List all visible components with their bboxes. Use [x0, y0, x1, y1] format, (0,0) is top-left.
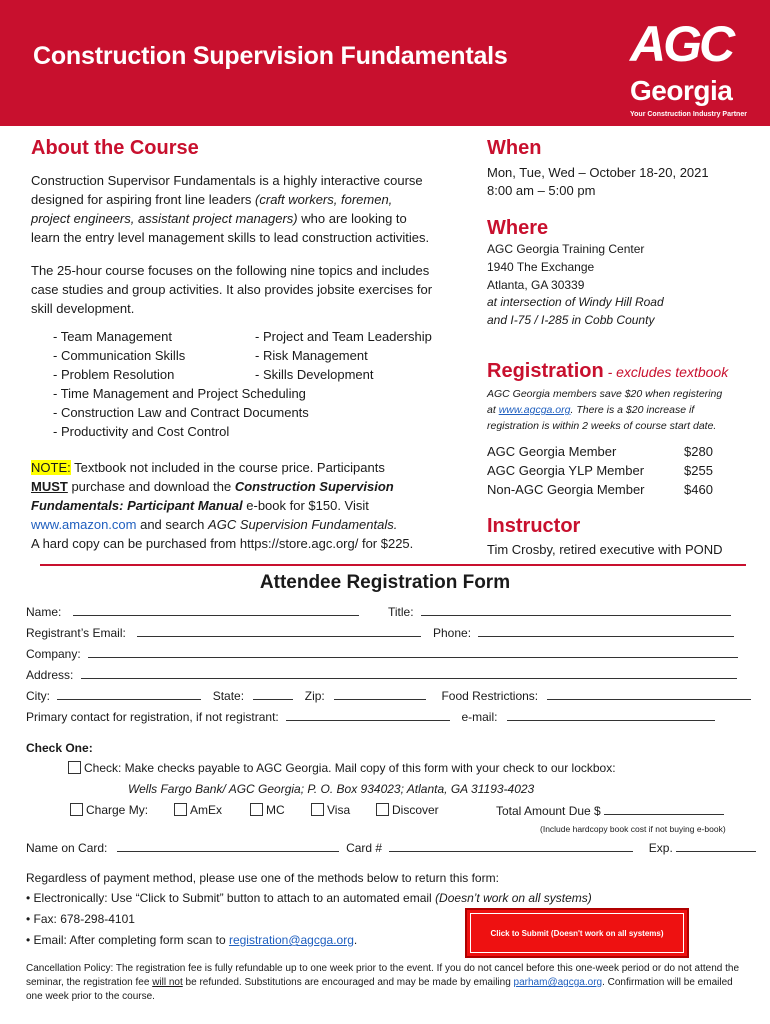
note-text: purchase and download the: [67, 479, 235, 494]
where-line: 1940 The Exchange: [487, 260, 595, 274]
note-must: MUST: [31, 479, 68, 494]
section-divider: [40, 564, 746, 566]
lockbox-address: Wells Fargo Bank/ AGC Georgia; P. O. Box 934023; Atlanta, GA 31193-4023: [128, 782, 535, 796]
zip-label: Zip:: [304, 689, 325, 703]
card-number-label: Card #: [346, 841, 383, 855]
address-label: Address:: [26, 668, 74, 682]
where-line: and I-75 / I-285 in Cobb County: [487, 313, 655, 327]
mc-label: MC: [266, 803, 285, 817]
logo-agc-text: AGC: [630, 16, 733, 72]
topic-item: - Project and Team Leadership: [255, 329, 432, 344]
price-label: AGC Georgia Member: [487, 444, 617, 459]
name-on-card-field[interactable]: [117, 840, 339, 852]
company-label: Company:: [26, 647, 81, 661]
price-value: $280: [684, 444, 713, 459]
expiration-label: Exp.: [648, 841, 673, 855]
note-line: [31, 458, 385, 477]
registration-note-text: at: [487, 404, 499, 416]
contact-email-field[interactable]: [507, 709, 715, 721]
food-restrictions-field[interactable]: [547, 688, 751, 700]
return-electronic-italic: (Doesn’t work on all systems): [435, 891, 592, 905]
note-text: e-book for $150. Visit: [242, 498, 369, 513]
payment-check-row: [68, 761, 616, 775]
form-row-company: [26, 646, 738, 661]
about-paragraph-line: Construction Supervisor Fundamentals is a highly interactive course: [31, 173, 423, 188]
mc-checkbox[interactable]: [250, 803, 263, 816]
page-title: Construction Supervision Fundamentals: [33, 42, 508, 70]
registration-heading-text: Registration: [487, 360, 604, 382]
when-heading: When: [487, 137, 542, 159]
form-row-title: [388, 604, 731, 619]
title-field[interactable]: [421, 604, 731, 616]
price-label: AGC Georgia YLP Member: [487, 463, 645, 478]
about-paragraph-line: [31, 190, 392, 209]
where-heading: Where: [487, 217, 549, 239]
logo-tagline: Your Construction Industry Partner: [630, 111, 747, 118]
form-row-name: [26, 604, 359, 619]
food-restrictions-label: Food Restrictions:: [441, 689, 539, 703]
about-paragraph-line: [31, 209, 407, 228]
note-line: [31, 477, 394, 496]
about-paragraph-line: case studies and group activities. It also provides jobsite exercises for: [31, 282, 433, 297]
zip-field[interactable]: [334, 688, 426, 700]
about-text: who are looking to: [297, 211, 407, 226]
instructor-name: Tim Crosby, retired executive with POND: [487, 542, 723, 557]
click-to-submit-button[interactable]: [465, 908, 689, 958]
return-electronic-text: • Electronically: Use “Click to Submit” button to attach to an automated email: [26, 891, 436, 905]
topic-item: - Problem Resolution: [53, 367, 175, 382]
payment-discover-row: [376, 803, 439, 817]
company-field[interactable]: [88, 646, 738, 658]
form-row-phone: [433, 625, 734, 640]
cancellation-text: . Confirmation will be emailed one week prior to the course.: [26, 977, 733, 1002]
card-number-field[interactable]: [389, 840, 633, 852]
discover-checkbox[interactable]: [376, 803, 389, 816]
price-label: Non-AGC Georgia Member: [487, 482, 645, 497]
topic-item: - Skills Development: [255, 367, 374, 382]
cancellation-will-not: will not: [152, 977, 183, 988]
check-option-label: Check: Make checks payable to AGC Georgia. Mail copy of this form with your check to our lockbox:: [84, 761, 616, 775]
payment-visa-row: [311, 803, 350, 817]
return-email-text: • Email: After completing form scan to: [26, 933, 229, 947]
phone-field[interactable]: [478, 625, 734, 637]
agc-georgia-logo: [624, 14, 752, 124]
total-amount-field[interactable]: [604, 803, 724, 815]
registration-heading-note: - excludes textbook: [603, 364, 729, 380]
charge-my-checkbox[interactable]: [70, 803, 83, 816]
header-banner: [0, 0, 770, 126]
registration-note: registration is within 2 weeks of course start date.: [487, 420, 717, 432]
submit-button-inner: [470, 913, 684, 953]
amex-label: AmEx: [190, 803, 223, 817]
return-intro: Regardless of payment method, please use one of the methods below to return this form:: [26, 871, 499, 885]
state-field[interactable]: [253, 688, 293, 700]
total-amount-row: [496, 803, 724, 818]
about-paragraph-line: skill development.: [31, 301, 135, 316]
when-dates: Mon, Tue, Wed – October 18-20, 2021: [487, 165, 709, 180]
discover-label: Discover: [392, 803, 439, 817]
about-text-italic: (craft workers, foremen,: [255, 192, 393, 207]
registration-note-text: . There is a $20 increase if: [570, 404, 695, 416]
phone-label: Phone:: [433, 626, 472, 640]
registration-note: AGC Georgia members save $20 when registering: [487, 388, 723, 400]
where-line: at intersection of Windy Hill Road: [487, 295, 664, 309]
name-field[interactable]: [73, 604, 359, 616]
check-checkbox[interactable]: [68, 761, 81, 774]
cancellation-policy: [26, 962, 752, 1004]
visa-label: Visa: [327, 803, 351, 817]
registration-email-link[interactable]: registration@agcga.org: [228, 933, 354, 947]
topic-item: - Construction Law and Contract Documents: [53, 405, 309, 420]
parham-email-link[interactable]: parham@agcga.org: [513, 977, 603, 988]
state-label: State:: [212, 689, 245, 703]
price-value: $255: [684, 463, 713, 478]
note-line: [31, 496, 369, 515]
about-paragraph-line: learn the entry level management skills to lead construction activities.: [31, 230, 430, 245]
name-label: Name:: [26, 605, 62, 619]
payment-mc-row: [250, 803, 285, 817]
registration-note: [487, 402, 694, 418]
visa-checkbox[interactable]: [311, 803, 324, 816]
submit-button-label: Click to Submit (Doesn't work on all systems): [490, 928, 664, 938]
total-amount-note: (Include hardcopy book cost if not buying e-book): [540, 824, 726, 834]
email-label: Registrant’s Email:: [26, 626, 126, 640]
topic-item: - Productivity and Cost Control: [53, 424, 230, 439]
note-text: and search: [136, 517, 209, 532]
amazon-link[interactable]: www.amazon.com: [31, 517, 137, 532]
return-fax: • Fax: 678-298-4101: [26, 912, 135, 926]
contact-email-label: e-mail:: [461, 710, 498, 724]
return-electronic: [26, 891, 592, 905]
check-one-label: Check One:: [26, 741, 93, 755]
note-book-title: Construction Supervision: [234, 479, 394, 494]
where-line: Atlanta, GA 30339: [487, 278, 585, 292]
payment-amex-row: [174, 803, 222, 817]
about-paragraph-line: The 25-hour course focuses on the following nine topics and includes: [31, 263, 430, 278]
expiration-field[interactable]: [676, 840, 756, 852]
price-value: $460: [684, 482, 713, 497]
email-field[interactable]: [137, 625, 421, 637]
cancellation-text: Cancellation Policy: The registration fee is fully refundable up to one week prior to the event. If you do not cancel before this one-week period or do not attend the seminar, the registration fee: [26, 963, 740, 988]
form-row-primary-contact: [26, 709, 715, 724]
note-line: [31, 515, 397, 534]
note-line: A hard copy can be purchased from https://store.agc.org/ for $225.: [31, 536, 414, 551]
return-email: [26, 933, 357, 947]
payment-charge-row: [70, 803, 148, 817]
form-row-city: [26, 688, 751, 703]
return-email-text: .: [353, 933, 358, 947]
topic-item: - Risk Management: [255, 348, 368, 363]
card-row: [26, 840, 756, 855]
city-label: City:: [26, 689, 50, 703]
when-times: 8:00 am – 5:00 pm: [487, 183, 596, 198]
about-heading: About the Course: [31, 137, 199, 159]
where-line: AGC Georgia Training Center: [487, 242, 645, 256]
topic-item: - Time Management and Project Scheduling: [53, 386, 306, 401]
form-title: Attendee Registration Form: [259, 572, 511, 593]
form-row-email: [26, 625, 421, 640]
registration-heading: [487, 360, 728, 383]
total-amount-label: Total Amount Due $: [496, 804, 601, 818]
charge-my-label: Charge My:: [86, 803, 149, 817]
cancellation-text: be refunded. Substitutions are encouraged and may be made by emailing: [182, 977, 514, 988]
address-field[interactable]: [81, 667, 737, 679]
note-book-title: Fundamentals: Participant Manual: [31, 498, 243, 513]
primary-contact-label: Primary contact for registration, if not registrant:: [26, 710, 279, 724]
note-label: NOTE:: [31, 460, 71, 475]
form-row-address: [26, 667, 737, 682]
note-text: Textbook not included in the course price. Participants: [70, 460, 385, 475]
city-field[interactable]: [57, 688, 201, 700]
name-on-card-label: Name on Card:: [26, 841, 108, 855]
primary-contact-field[interactable]: [286, 709, 450, 721]
topic-item: - Team Management: [53, 329, 172, 344]
logo-georgia-text: Georgia: [630, 75, 733, 106]
amex-checkbox[interactable]: [174, 803, 187, 816]
agcga-link[interactable]: www.agcga.org: [498, 404, 571, 416]
about-text: designed for aspiring front line leaders: [31, 192, 256, 207]
instructor-heading: Instructor: [487, 515, 581, 537]
title-label: Title:: [388, 605, 414, 619]
topic-item: - Communication Skills: [53, 348, 186, 363]
about-text-italic: project engineers, assistant project managers): [31, 211, 298, 226]
note-text-italic: AGC Supervision Fundamentals.: [208, 517, 398, 532]
